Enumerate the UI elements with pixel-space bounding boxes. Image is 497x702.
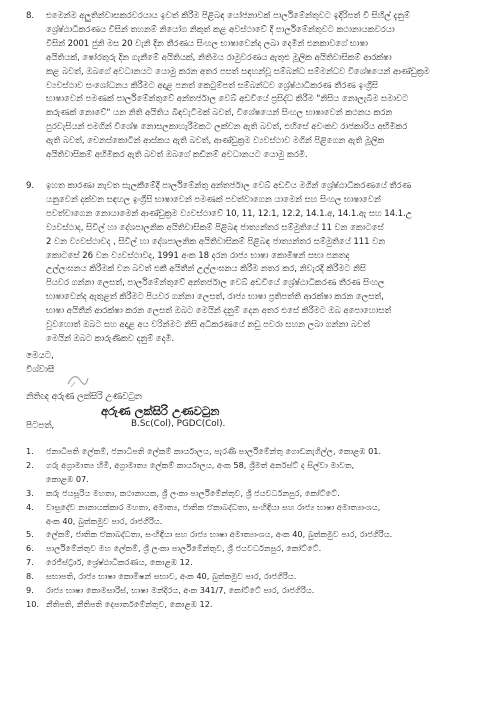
paragraph-number: 9. [26, 181, 34, 191]
list-item-number: 4. [26, 501, 34, 512]
paragraph-line: පවත්වාගෙන නොයාමෙන් ආණ්ඩුක්‍රම ව්‍යවස්ථාවේ 10, 11, 12.1, 12.2, 14.1.අ, 14.1.ඇ සහ 14.1.උ [46, 208, 413, 219]
paragraph-line: ව්‍යවස්ථාද, සිවිල් හා දේශපාලනික අයිතිවාසිකම් පිළිබඳ ජාත්‍යන්තර සම්මුතියේ 11 වන කොටසේ [46, 222, 384, 233]
paragraph-line: ඇති බවත්, චෙනස්කොටින් ආස්කය ඇති බවත්, ආණ්ඩුක්‍රම ව්‍යවස්ථාව මගින් පිළිගෙන ඇති මූලික [46, 136, 385, 147]
preparer-label: නිතිඥ අරුණ ලක්සිරි උණවටුන [26, 392, 142, 402]
list-item [26, 487, 472, 501]
copies-list [26, 445, 472, 612]
list-item-text: ගරු අග්‍රාමාත්‍ය හිමි, අග්‍රාමාත්‍ය ලේකම් කාර්යාලය, අංක 58, ශ්‍රීමත් අර්නස්ට් ද සිල්වා මාවත, [46, 459, 355, 470]
paragraph-8 [26, 10, 472, 163]
paragraph-line: කොටසේ 26 වන ව්‍යවස්ථාවද, 1991 අංක 18 දරන රාජ්‍ය භාෂා කොමිෂන් සභා පනතද [46, 250, 350, 261]
list-item [26, 528, 472, 542]
paragraph-line: භාෂාවෙන්ද ඇතුළත් කිරීමට පියවර ගන්නා ලෙසත්, රාජ්‍ය භාෂා ප්‍රතිපත්ති ආරක්ෂා කරන ලෙසත්, [46, 292, 384, 303]
list-item [26, 556, 472, 570]
list-item-number: 2. [26, 459, 34, 470]
paragraph-line: විසින් 2001 ජුනි මස 20 වැනි දින තීරණය සිංහල භාෂාවෙන්ද ලබා දෙමින් එනකාවගේ භාෂා [46, 38, 368, 49]
paragraph-line: ශ්‍රේෂ්ඨාධිකරණය විසින් තහනම් නියෝග නිකුත් කළ අවස්ථාවේ දී පාර්ලිමේන්තුවට කථානායකවරයා [46, 24, 395, 35]
copies-label: පිටපත්, [26, 421, 55, 431]
list-item-text: රෙජිස්ට්‍රාර්, ශ්‍රේෂ්ඨාධිකරණය, කොළඹ 12. [46, 557, 193, 568]
list-item-text: කරු ජයසූරිය මහතා, කථානායක, ශ්‍රී ලංකා පාර්ලිමේන්තුව, ශ්‍රී ජයවර්ධනපුර, කෝට්ටේ. [46, 487, 340, 498]
paragraph-9 [26, 180, 472, 347]
signature-credentials: B.Sc(Col), PGDC(Col). [131, 419, 226, 429]
list-item [26, 598, 472, 612]
list-item-number: 7. [26, 557, 34, 568]
signature-name: අරුණ ලක්සිරි උණවටුන [101, 404, 220, 418]
paragraph-line: යනුවෙන් දක්වන සඳහල ඉංග්‍රීසි භාෂාවෙන් පමණක් පවත්වාගෙන යාමෙන් සහ සිංහල භාෂාවෙන් [46, 194, 381, 205]
list-item-number: 1. [26, 446, 34, 456]
list-item [26, 542, 472, 556]
closing-block [26, 350, 54, 378]
list-item-text: සභාපති, රාජ්‍ය භාෂා කොමිෂන් සභාව, අංක 40, බුත්කමුව පාර, රාජගිරිය. [46, 571, 297, 582]
paragraph-line: මෙයින් ඔබට කාරුණිකව දනුම් දෙමි. [46, 333, 175, 344]
list-item [26, 570, 472, 584]
paragraph-line: වුවහොත් ඔබට සහ අදාළ අය වරින්මට නිසි අධිකරණයේ නඩු පවරා සහන ලබා ගන්නා බවත් [46, 320, 370, 331]
paragraph-line: එමෙන්ම අලුතින්වාසකරවරයාය ඉවත් කිරීම පිළිබඳ යෝජනාවක් පාර්ලිමේන්තුවට ඉදිරිපත් වී සිහිල් දැනුම් [46, 11, 411, 21]
list-item-number: 3. [26, 487, 34, 498]
paragraph-line: කරුණක් නොවේ" යන නිති අයිතිය බිඳවැටීමක් බවත්, විශේෂයෙන් සිංහල භාෂාවෙන් කථනය කරන [46, 108, 393, 119]
paragraph-line: උල්ලංඝනය කිරීමක් වන බවත් එකී අයිතීන් උල්ලංඝනය කිරීම නතර කර, නිවැරදි කිරීමට නිසි [46, 264, 367, 275]
paragraph-line: ව්‍යවස්ථාව සංශෝධනය කිරීමට අදාළ පනත් කෙටුම්පත් සම්බන්ධව ශ්‍රේෂ්ඨාධිකරණ තීරණ ඉංග්‍රීසි [46, 80, 378, 91]
paragraph-line: භාෂාවෙන් පමණක් පාර්ලිමේන්තුවේ අන්තර්ජාල වෙබ් අඩවියේ ප්‍රසිද්ධ කිරීම "නිසිය නොලැබීම සමාවට [46, 94, 409, 105]
list-item-text: රාජ්‍ය භාෂා කොමසාරිස්, භාෂා මන්දිරය, අංක 341/7, කෝට්ටේ පාර, රාජගිරිය. [46, 585, 315, 596]
list-item-number: 5. [26, 529, 34, 540]
paragraph-line: පුරවැසියන් එමගින් විශේෂ නොසලකාහැරීමකට ලක්වන ඇති බවත්, එහිසේ අවංකව රාජකාරිය අභිමිකර [46, 122, 408, 133]
list-item-text: පාර්ලිමේන්තුව මහ ලේකම්, ශ්‍රී ලංකා පාර්ලිමේන්තුව, ශ්‍රී ජයවර්ධනපුර, කෝට්ටේ. [46, 543, 322, 554]
list-item [26, 501, 472, 529]
list-item-text: ලේකම්, ජාතික ඒකාබද්ධතා, සංහිඳියා සහ රාජ්‍ය භාෂා අමාත්‍යාංශය, අංක 40, බුත්කමුව පාර, රාජගිරිය. [46, 529, 393, 540]
list-item-text: අංක 40, බුත්කමුව පාර, රාජගිරිය. [46, 515, 163, 526]
paragraph-line: අයිතිවාසිකම් අහිමිකර ඇති බවත් ඔබගේ කඩිනම් අවධානයට යොමු කරමි. [46, 150, 308, 161]
paragraph-line: 2 වන ව්‍යවස්ථාවද , සිවිල් හා දේශපාලනික අයිතිවාසිකම් පිළිබඳ ජාත්‍යන්තර සම්මුතියේ 111 වන [46, 236, 386, 247]
paragraph-line: අයිතියක්, ෂෝරතුරු දින ගැනීමේ අයිතියක්, නිතිමය රාමුවරණය ඇතුළු මූලික අයිතිවාසිකම් ආරක්ෂා [46, 52, 392, 63]
list-item [26, 445, 472, 459]
paragraph-line: ඉහත කාරණා නැවත සැලකීමේදී පාර්ලිමේන්තු අන්තර්ජාල වෙබ් අඩවිය මගින් ශ්‍රේෂ්ඨාධිකරණයේ තීරණ [46, 181, 412, 191]
paragraph-number: 8. [26, 11, 34, 21]
paragraph-line: භාෂා අයිතීන් ආරක්ෂා කරන ලෙසත් ඔබට මෙයින් දනුම් දෙන අතර එසේ කිරීමට ඔබ අපොහොසත් [46, 306, 392, 317]
closing-salutation: මෙයට, [26, 351, 54, 361]
paragraph-line: කළ බවත්, ඔබගේ අවධානයට යොමු කරන අතර පසත් සඳහන්වූ සම්බන්ධ සම්මන්ධව විශේෂයෙන් ආණ්ඩුක්‍රම [46, 66, 430, 77]
list-item-number: 10. [26, 598, 40, 609]
list-item-text: කොළඹ 07. [46, 473, 89, 484]
list-item [26, 584, 472, 598]
list-item-text: ජනාධිපති ලේකම්, ජනාධිපති ලේකම් කාර්යාලය, පැරණි පාර්ලිමේන්තු ගොඩනැගිල්ල, කොළඹ 01. [46, 446, 382, 456]
handwritten-mark [66, 372, 90, 390]
closing-yours: විශ්වාසී [26, 364, 55, 375]
list-item-number: 9. [26, 585, 34, 596]
paragraph-line: පියවර ගන්නා ලෙසත්, පාර්ලිමේන්තුවේ අන්තර්ජාල වෙබ් අඩවියේ ශ්‍රේෂ්ඨාධිකරණ තීරණ සිංහල [46, 278, 385, 289]
list-item [26, 459, 472, 487]
list-item-number: 6. [26, 543, 34, 554]
list-item-number: 8. [26, 571, 34, 582]
list-item-text: නීතිපති, නීතිපති දෙපාර්තමේන්තුව, කොළඹ 12. [46, 598, 213, 609]
list-item-text: වාසුදේව නානායක්කාර මහතා, අමාත්‍ය, ජාතික ඒකාබද්ධතා, සංහිඳියා සහ රාජ්‍ය භාෂා අමාත්‍යාංශය, [46, 501, 381, 512]
